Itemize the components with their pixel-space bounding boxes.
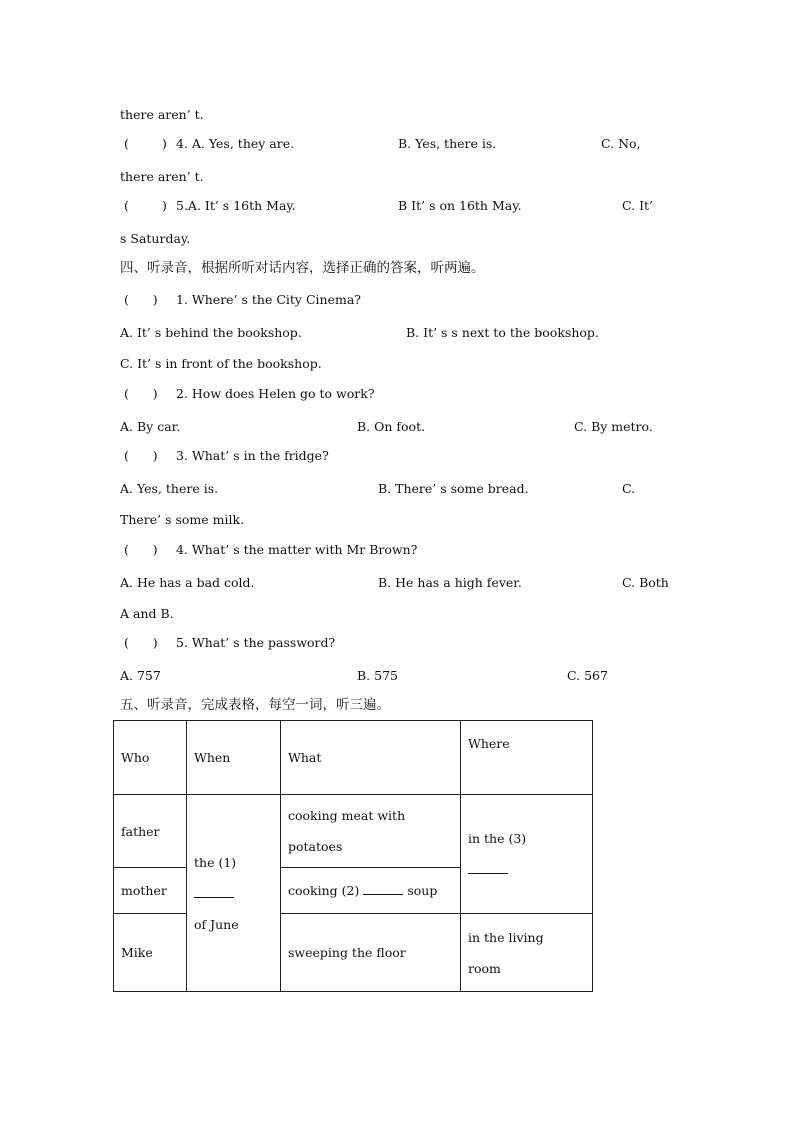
p4q2-option-c: C. By metro. xyxy=(574,419,653,434)
what-mother-suffix: soup xyxy=(407,883,438,898)
p4q5-option-a: A. 757 xyxy=(120,668,161,683)
q4-open-paren: ( xyxy=(124,136,129,151)
p4q3-option-c-continuation: There’ s some milk. xyxy=(120,512,245,527)
p4q1-paren: ( ) xyxy=(124,292,158,307)
fill-in-table xyxy=(113,720,593,992)
p4q3-question: 3. What’ s in the fridge? xyxy=(176,448,329,463)
cell-what-father xyxy=(281,795,461,868)
p4q5-option-b: B. 575 xyxy=(357,668,398,683)
p4q4-option-c-continuation: A and B. xyxy=(120,606,174,621)
cell-where-mike xyxy=(461,914,593,992)
q4-option-b: B. Yes, there is. xyxy=(398,136,497,151)
q4-option-c: C. No, xyxy=(601,136,641,151)
q4-continuation: there aren’ t. xyxy=(120,169,204,184)
q4-close-paren: ) xyxy=(162,136,167,151)
p4q3-option-a: A. Yes, there is. xyxy=(120,481,219,496)
what-father-line1: cooking meat with xyxy=(288,808,406,823)
q5-option-b: B It’ s on 16th May. xyxy=(398,198,522,213)
q5-close-paren: ) xyxy=(162,198,167,213)
p4q2-option-a: A. By car. xyxy=(120,419,181,434)
p4q3-option-b: B. There’ s some bread. xyxy=(378,481,529,496)
cell-who-mother: mother xyxy=(114,868,187,914)
where-prefix: in the (3) xyxy=(468,831,527,846)
p4q3-paren: ( ) xyxy=(124,448,158,463)
p4q4-question: 4. What’ s the matter with Mr Brown? xyxy=(176,542,418,557)
p4q5-option-c: C. 567 xyxy=(567,668,608,683)
p4q4-option-a: A. He has a bad cold. xyxy=(120,575,255,590)
q5-continuation: s Saturday. xyxy=(120,231,191,246)
when-prefix: the (1) xyxy=(194,854,237,870)
header-who: Who xyxy=(114,721,187,795)
part5-heading: 五、听录音，完成表格，每空一词，听三遍。 xyxy=(120,697,390,713)
cell-who-mike: Mike xyxy=(114,914,187,992)
blank-1[interactable] xyxy=(194,885,234,898)
when-suffix: of June xyxy=(194,916,239,932)
header-what: What xyxy=(281,721,461,795)
p4q5-question: 5. What’ s the password? xyxy=(176,635,336,650)
cell-what-mother xyxy=(281,868,461,914)
p4q2-question: 2. How does Helen go to work? xyxy=(176,386,375,401)
p4q4-option-c: C. Both xyxy=(622,575,669,590)
header-when: When xyxy=(187,721,281,795)
cell-what-mike: sweeping the floor xyxy=(281,914,461,992)
part4-heading: 四、听录音，根据所听对话内容，选择正确的答案，听两遍。 xyxy=(120,260,485,276)
p4q2-option-b: B. On foot. xyxy=(357,419,426,434)
q4-option-a: 4. A. Yes, they are. xyxy=(176,136,295,151)
header-where: Where xyxy=(461,721,593,795)
p4q2-paren: ( ) xyxy=(124,386,158,401)
where-mike-line2: room xyxy=(468,960,501,976)
q3-continuation: there aren’ t. xyxy=(120,107,204,122)
p4q1-option-a: A. It’ s behind the bookshop. xyxy=(120,325,302,340)
cell-where-merged xyxy=(461,795,593,914)
blank-2[interactable] xyxy=(363,882,403,895)
p4q1-option-b: B. It’ s s next to the bookshop. xyxy=(406,325,599,340)
q5-open-paren: ( xyxy=(124,198,129,213)
cell-who-father: father xyxy=(114,795,187,868)
p4q5-paren: ( ) xyxy=(124,635,158,650)
where-mike-line1: in the living xyxy=(468,929,544,945)
cell-when-merged xyxy=(187,795,281,992)
what-father-line2: potatoes xyxy=(288,839,343,854)
blank-3[interactable] xyxy=(468,861,508,874)
p4q4-paren: ( ) xyxy=(124,542,158,557)
p4q1-option-c: C. It’ s in front of the bookshop. xyxy=(120,356,322,371)
what-mother-prefix: cooking (2) xyxy=(288,883,360,898)
p4q3-option-c: C. xyxy=(622,481,636,496)
q5-option-a: 5.A. It’ s 16th May. xyxy=(176,198,296,213)
q5-option-c: C. It’ xyxy=(622,198,653,213)
p4q4-option-b: B. He has a high fever. xyxy=(378,575,522,590)
p4q1-question: 1. Where’ s the City Cinema? xyxy=(176,292,361,307)
